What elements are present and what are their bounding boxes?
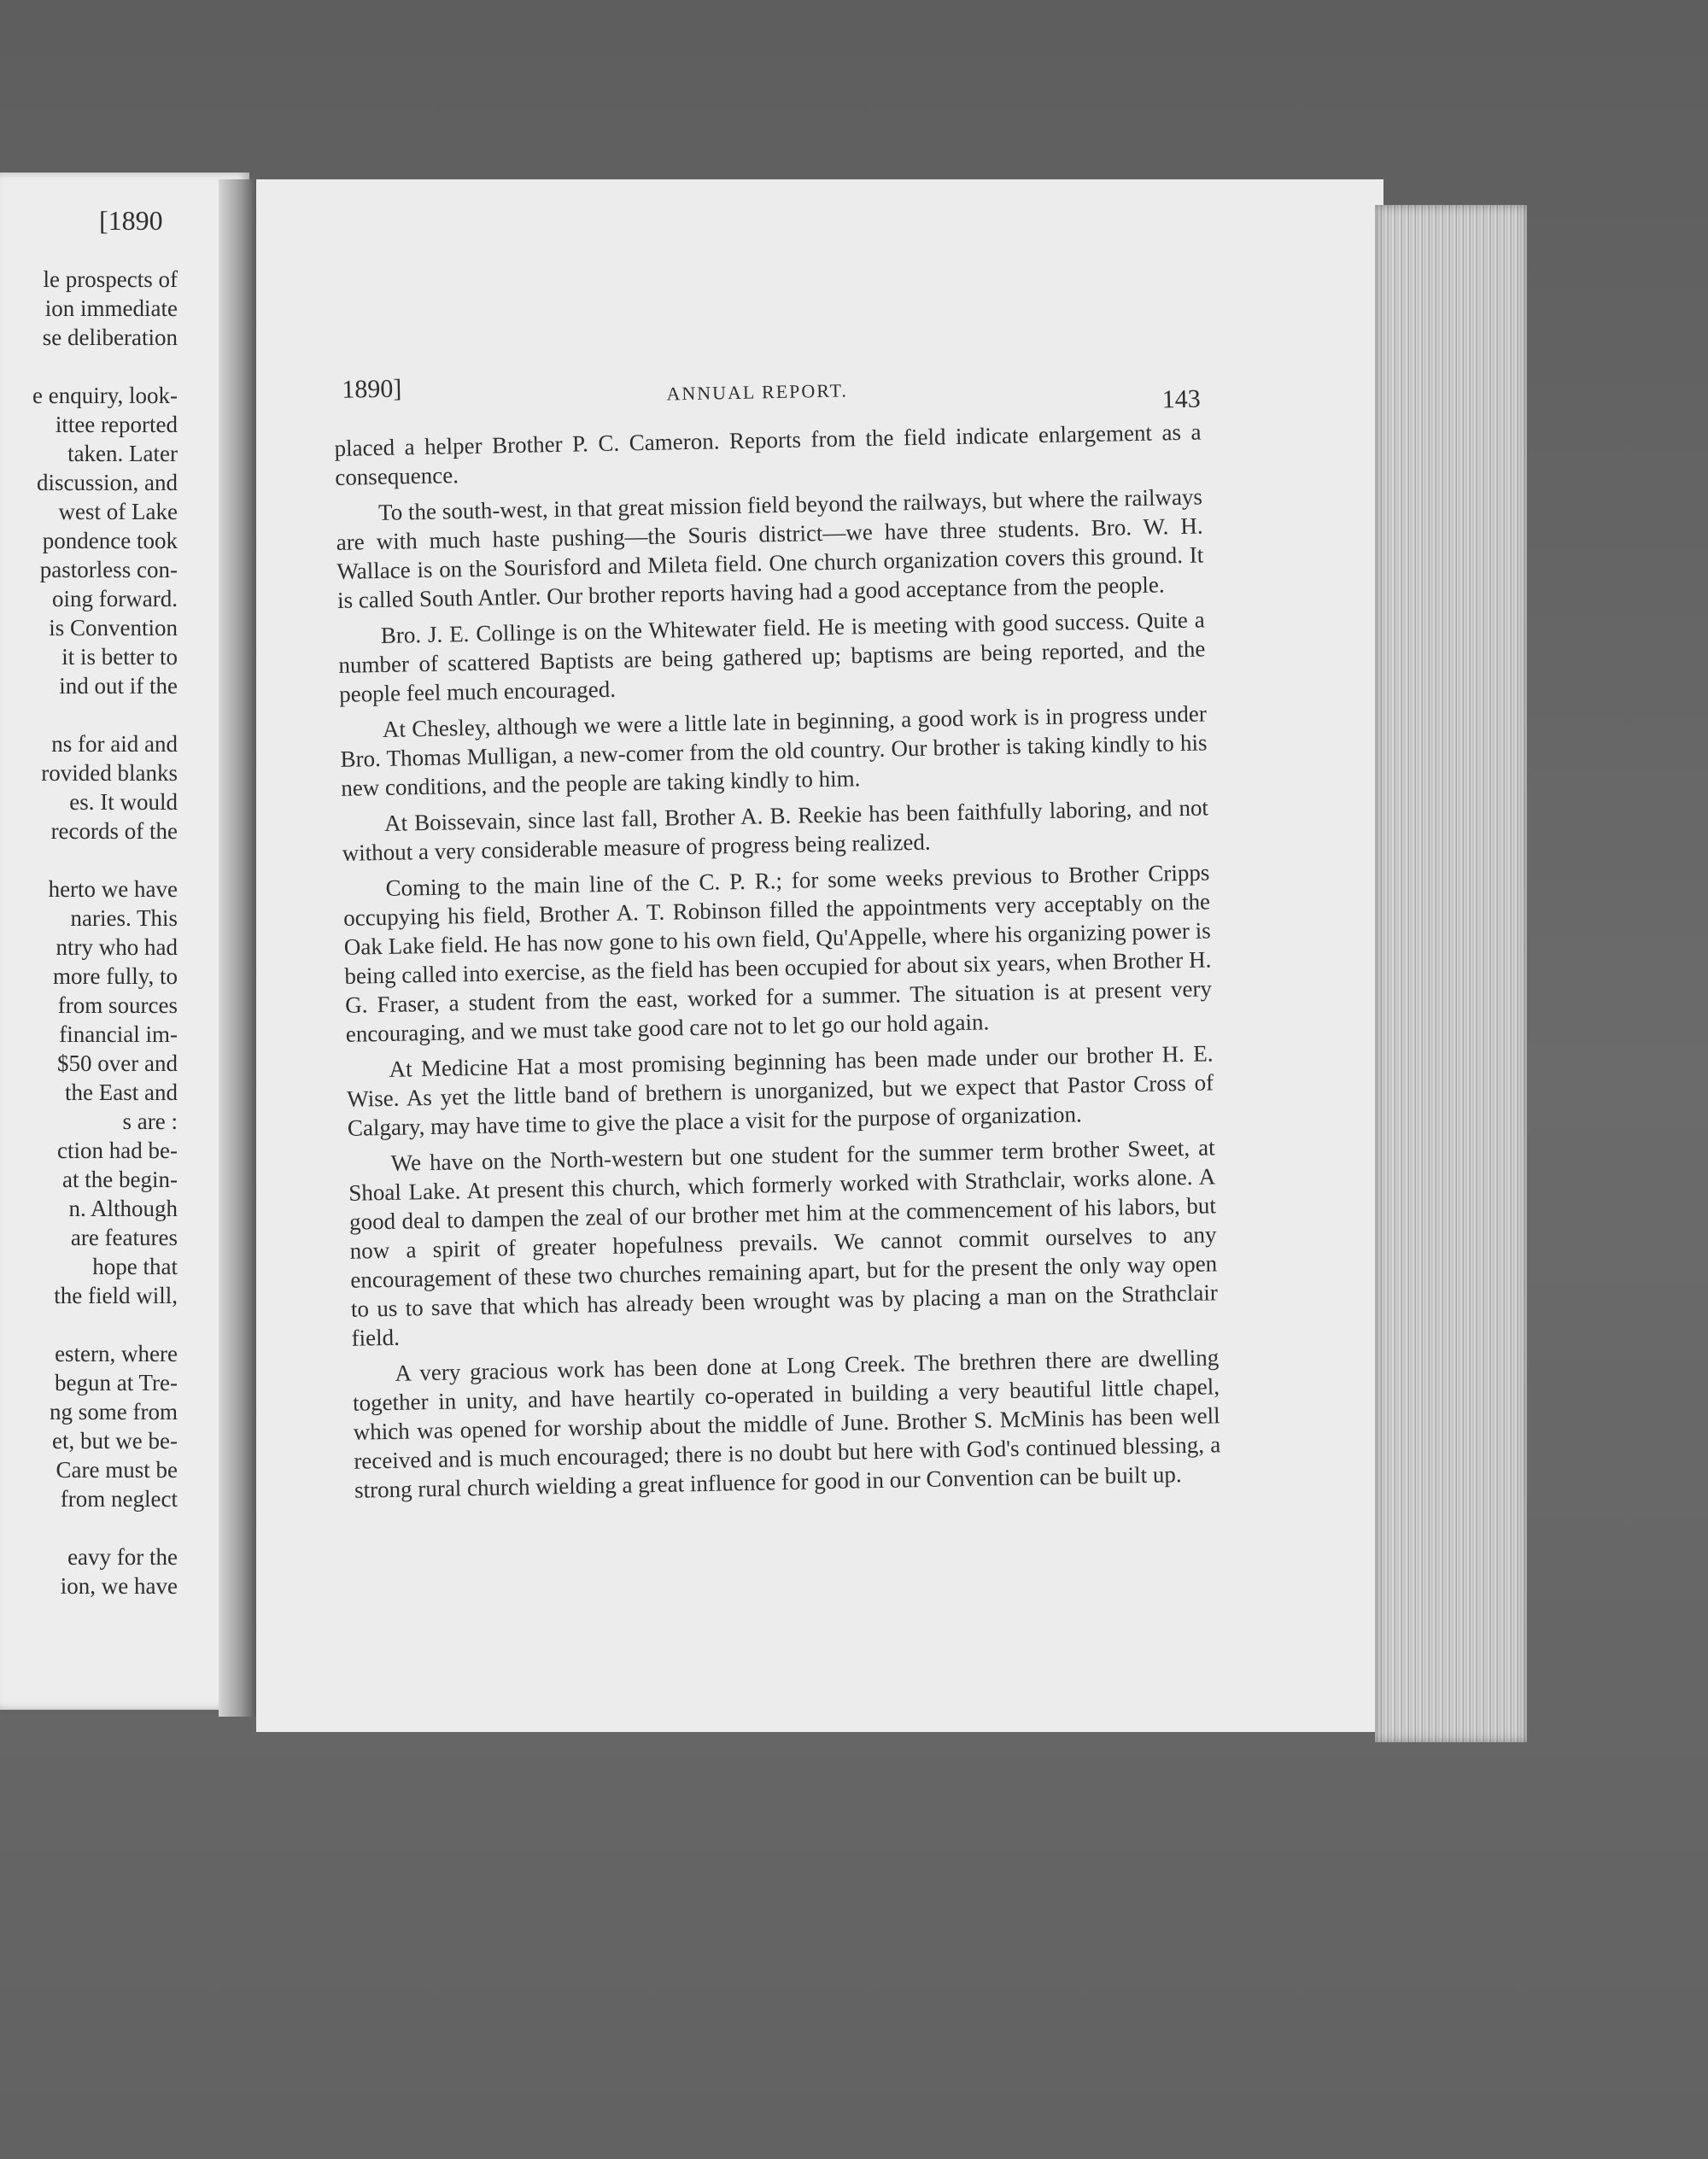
paragraph: Coming to the main line of the C. P. R.; for some weeks previous to Brother Cripps occupying his field, Brother A. T. Robinson filled the appointments very acceptably on the Oak Lake field. He has now gone to his own field, Qu'Appelle, where his organizing power is being called into exercise, as the field has been occupied for about six years, when Brother H. G. Fraser, a student from the east, worked for a summer. The situation is at present very encouraging, and we must take good care not to let go our hold again. [342, 859, 1213, 1047]
left-page-line: ion, we have [60, 1573, 178, 1599]
left-page-line: estern, where [55, 1341, 178, 1366]
left-page-line: es. It would [69, 789, 178, 815]
left-page-line: n. Although [68, 1196, 178, 1221]
page-edges [1375, 205, 1527, 1742]
paragraph: To the south-west, in that great mission field beyond the railways, but where the railways are with much haste pushing—the Souris district—we have three students. Bro. W. H. Wallace is on the Sourisford and Mileta field. One church organization covers this ground. It is called South Antler. Our brother reports having had a good acceptance from the people. [336, 483, 1204, 613]
left-page-line: from neglect [60, 1486, 178, 1512]
left-page-line: herto we have [48, 876, 178, 902]
left-page-line: west of Lake [58, 499, 178, 524]
left-page-header: [1890 [99, 205, 163, 236]
paragraph: At Chesley, although we were a little late in beginning, a good work is in progress under Bro. Thomas Mulligan, a new-comer from the old country. Our brother is taking kindly to his new conditions, and the people are taking kindly to him. [340, 700, 1208, 801]
left-page-line: Care must be [56, 1457, 178, 1483]
left-page-line: is Convention [49, 615, 178, 641]
left-page-line: ng some from [50, 1399, 178, 1425]
left-page-line: ind out if the [59, 673, 178, 699]
left-page-line: it is better to [61, 644, 178, 670]
left-page-line: eavy for the [67, 1544, 178, 1570]
left-page-gap [0, 352, 178, 381]
left-page-line: are features [70, 1225, 178, 1250]
left-page-line: records of the [50, 818, 178, 844]
paragraph: placed a helper Brother P. C. Cameron. Reports from the field indicate enlargement as a consequence. [334, 418, 1202, 490]
running-head-year: 1890] [341, 374, 402, 404]
left-page-gap [0, 1513, 178, 1542]
left-page-line: from sources [57, 992, 178, 1018]
book-gutter [219, 179, 256, 1717]
left-page-line: discussion, and [37, 470, 178, 495]
left-page-line: hope that [92, 1254, 178, 1279]
left-page-line: begun at Tre- [55, 1370, 178, 1395]
paragraph: At Medicine Hat a most promising beginning has been made under our brother H. E. Wise. As yet the little band of brethern is unorganized, but we expect that Pastor Cross of Calgary, may have time to give the place a visit for the purpose of organization. [346, 1040, 1214, 1141]
paragraph: At Boissevain, since last fall, Brother A. B. Reekie has been faithfully laboring, and not without a very considerable measure of progress being realized. [342, 794, 1209, 866]
left-page-line: financial im- [59, 1021, 178, 1047]
left-page-line: e enquiry, look- [32, 383, 178, 408]
left-page-line: ction had be- [57, 1138, 178, 1163]
right-page-content [333, 360, 1221, 1512]
left-page-line: se deliberation [42, 325, 178, 350]
left-page-line: ns for aid and [51, 731, 178, 757]
left-page-line: ittee reported [55, 412, 178, 437]
left-page-line: at the begin- [62, 1167, 178, 1192]
left-page-gap [0, 700, 178, 729]
body-text [334, 418, 1221, 1505]
paragraph: Bro. J. E. Collinge is on the Whitewater field. He is meeting with good success. Quite a number of scattered Baptists are being gathered up; baptisms are being reported, and the people feel much encouraged. [338, 606, 1206, 707]
left-page-line: oing forward. [52, 586, 178, 611]
left-page-line: taken. Later [67, 441, 178, 466]
left-page-line: $50 over and [57, 1050, 178, 1076]
left-page-line: the East and [65, 1080, 178, 1105]
left-page-gap [0, 1310, 178, 1339]
left-page-line: s are : [122, 1109, 178, 1134]
left-page-line: et, but we be- [52, 1428, 178, 1454]
left-page-line: pastorless con- [39, 557, 178, 582]
left-page-line: ntry who had [56, 934, 178, 960]
left-page-gap [0, 845, 178, 875]
left-page-line: naries. This [70, 905, 178, 931]
left-page-line: more fully, to [53, 963, 178, 989]
running-head-title: ANNUAL REPORT. [666, 379, 849, 405]
left-page-line: le prospects of [43, 266, 178, 292]
left-page-line: rovided blanks [41, 760, 178, 786]
left-page-line: pondence took [42, 528, 178, 553]
left-page-line: ion immediate [44, 295, 178, 321]
paragraph: We have on the North-western but one student for the summer term brother Sweet, at Shoal Lake. At present this church, which formerly worked with Strathclair, works alone. A good deal to dampen the zeal of our brother met him at the commencement of his labors, but now a spirit of greater hopefulness prevails. We cannot commit ourselves to any encouragement of these two churches remaining apart, but for the present the only way open to us to save that which has already been wrought was by placing a man on the Strathclair field. [348, 1134, 1219, 1351]
page-number: 143 [1161, 384, 1202, 414]
paragraph: A very gracious work has been done at Long Creek. The brethren there are dwelling together in unity, and have heartily co-operated in building a very beautiful little chapel, which was opened for worship about the middle of June. Brother S. McMinis has been well received and is much encouraged; there is no doubt but here with God's continued blessing, a strong rural church wielding a great influence for good in our Convention can be built up. [352, 1344, 1221, 1503]
left-page-line: the field will, [54, 1283, 178, 1308]
left-page-text [0, 265, 178, 1600]
